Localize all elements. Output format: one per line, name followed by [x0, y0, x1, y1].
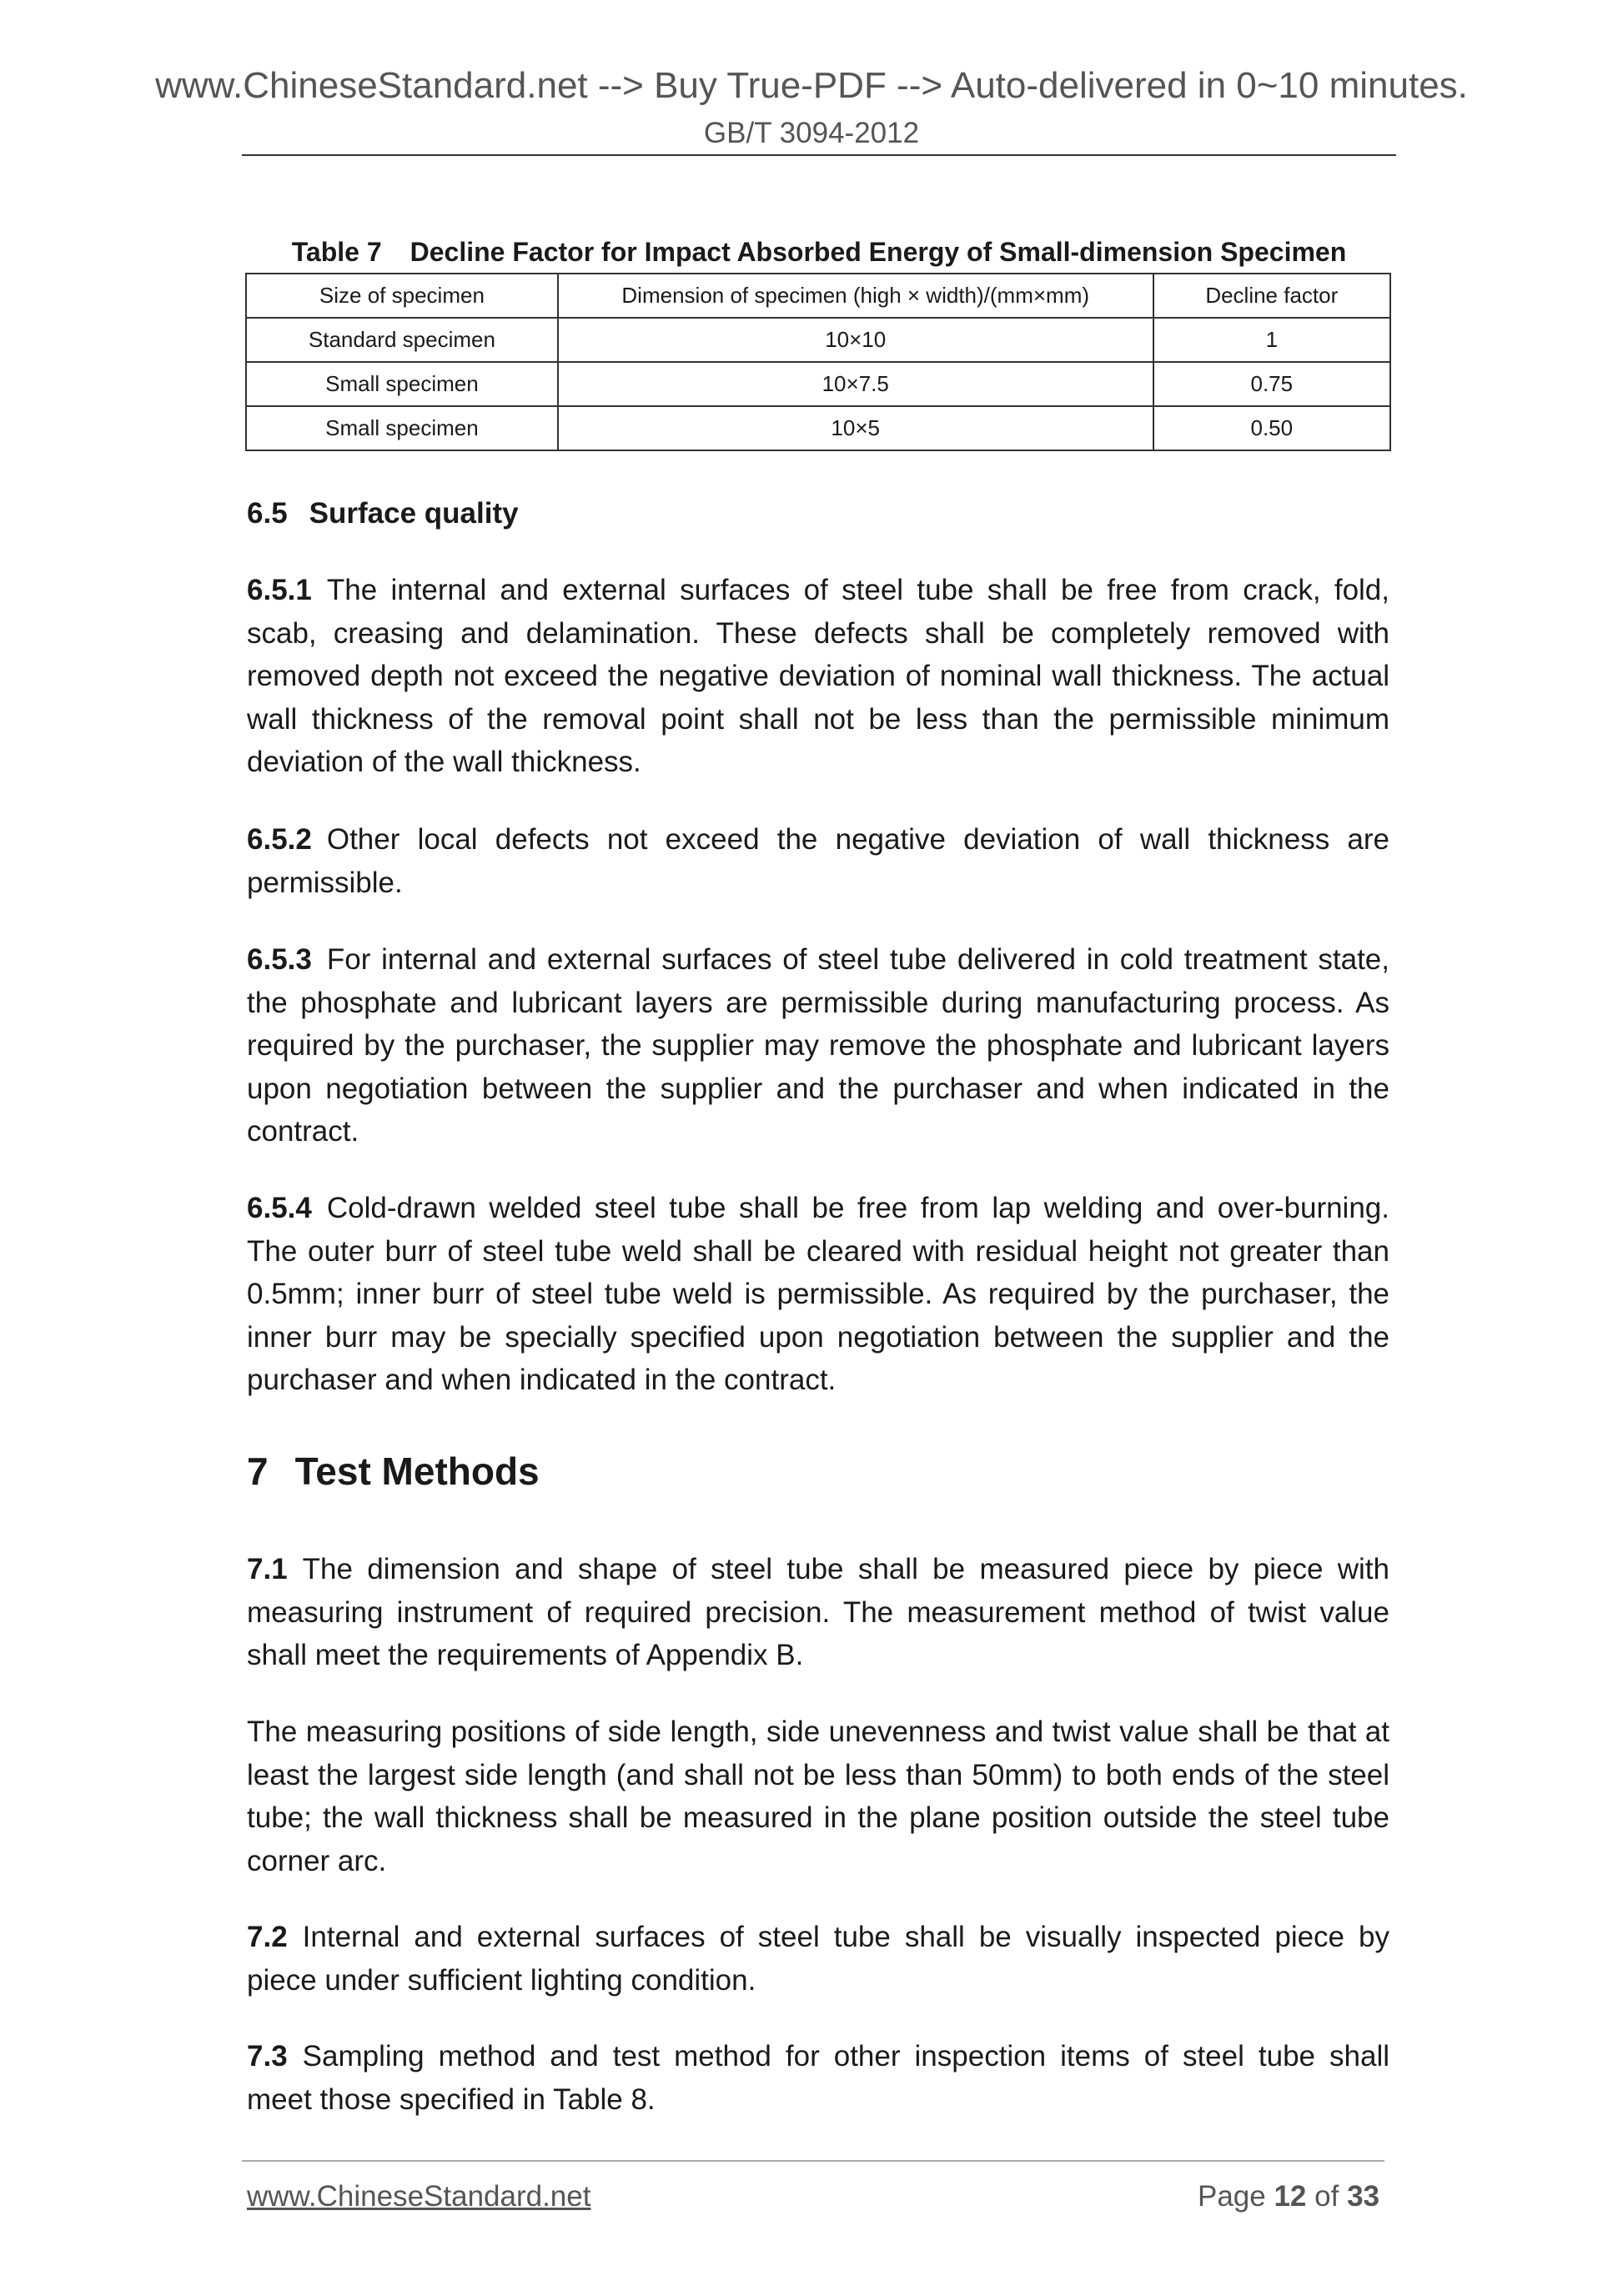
table-cell: 10×10 [558, 318, 1153, 362]
table-row [246, 318, 1390, 362]
clause-number: 7.2 [247, 1921, 288, 1953]
page-total: 33 [1347, 2180, 1379, 2213]
header-divider [242, 154, 1396, 156]
section-number: 6.5 [247, 497, 288, 530]
table-number: Table 7 [291, 237, 382, 267]
document-code: GB/T 3094-2012 [703, 117, 920, 149]
section-title: Surface quality [309, 497, 519, 530]
table-cell: Small specimen [246, 406, 558, 450]
table-caption [242, 237, 1396, 268]
clause-text: Other local defects not exceed the negative deviation of wall thickness are permissible. [247, 823, 1389, 899]
clause-number: 7.1 [247, 1553, 288, 1585]
table-cell: 0.50 [1153, 406, 1390, 450]
clause-6-5-4 [247, 1187, 1389, 1402]
clause-text: The dimension and shape of steel tube shall be measured piece by piece with measuring instrument of required precision. The measurement method of twist value shall meet the requirements of Appendix B. [247, 1553, 1389, 1671]
clause-text: Cold-drawn welded steel tube shall be free from lap welding and over-burning. The outer burr of steel tube weld shall be cleared with residual height not greater than 0.5mm; inner burr of steel tube weld is permissible. As required by the purchaser, the inner burr may be specially specified upon negotiation between the supplier and the purchaser and when indicated in the contract. [247, 1192, 1389, 1396]
table-title: Decline Factor for Impact Absorbed Energy of Small-dimension Specimen [410, 237, 1347, 267]
chapter-number: 7 [247, 1449, 269, 1493]
table-row [246, 406, 1390, 450]
header-banner: www.ChineseStandard.net --> Buy True-PDF --> Auto-delivered in 0~10 minutes. [155, 65, 1468, 106]
table-row [246, 362, 1390, 406]
header-cell: Size of specimen [246, 274, 558, 318]
clause-6-5-1 [247, 569, 1389, 784]
clause-text: For internal and external surfaces of steel tube delivered in cold treatment state, the phosphate and lubricant layers are permissible during manufacturing process. As required by the purchaser, the supplier may remove the phosphate and lubricant layers upon negotiation between the supplier and the purchaser and when indicated in the contract. [247, 943, 1389, 1148]
chapter-heading-7 [247, 1449, 540, 1494]
clause-number: 7.3 [247, 2040, 288, 2072]
decline-factor-table [245, 273, 1391, 451]
table-cell: 10×5 [558, 406, 1153, 450]
table-cell: Small specimen [246, 362, 558, 406]
page-current: 12 [1274, 2180, 1307, 2213]
clause-6-5-2 [247, 818, 1389, 904]
table-cell: 10×7.5 [558, 362, 1153, 406]
clause-number: 6.5.4 [247, 1192, 312, 1224]
footer-website-link[interactable]: www.ChineseStandard.net [247, 2180, 591, 2213]
page-label: Page [1197, 2180, 1266, 2213]
header-cell: Dimension of specimen (high × width)/(mm×mm) [558, 274, 1153, 318]
clause-number: 6.5.2 [247, 823, 312, 856]
footer-divider [242, 2160, 1384, 2162]
table-cell: 0.75 [1153, 362, 1390, 406]
table-cell: 1 [1153, 318, 1390, 362]
clause-7-2 [247, 1916, 1389, 2002]
clause-text: The internal and external surfaces of steel tube shall be free from crack, fold, scab, creasing and delamination. These defects shall be completely removed with removed depth not exceed the negative deviation of nominal wall thickness. The actual wall thickness of the removal point shall not be less than the permissible minimum deviation of the wall thickness. [247, 574, 1389, 778]
clause-text: Internal and external surfaces of steel tube shall be visually inspected piece by piece under sufficient lighting condition. [247, 1921, 1389, 1997]
section-heading-6-5 [247, 497, 519, 530]
page-of-label: of [1314, 2180, 1339, 2213]
clause-6-5-3 [247, 938, 1389, 1153]
clause-number: 6.5.1 [247, 574, 312, 606]
clause-7-1 [247, 1548, 1389, 1677]
clause-7-1-continued [247, 1711, 1389, 1882]
table-header-row [246, 274, 1390, 318]
clause-7-3 [247, 2035, 1389, 2121]
page-indicator [1198, 2180, 1379, 2213]
table-cell: Standard specimen [246, 318, 558, 362]
clause-text: The measuring positions of side length, side unevenness and twist value shall be that at least the largest side length (and shall not be less than 50mm) to both ends of the steel tube; the wall thickness shall be measured in the plane position outside the steel tube corner arc. [247, 1716, 1389, 1877]
clause-number: 6.5.3 [247, 943, 312, 976]
header-cell: Decline factor [1153, 274, 1390, 318]
clause-text: Sampling method and test method for other inspection items of steel tube shall meet those specified in Table 8. [247, 2040, 1389, 2116]
chapter-title: Test Methods [294, 1449, 540, 1493]
